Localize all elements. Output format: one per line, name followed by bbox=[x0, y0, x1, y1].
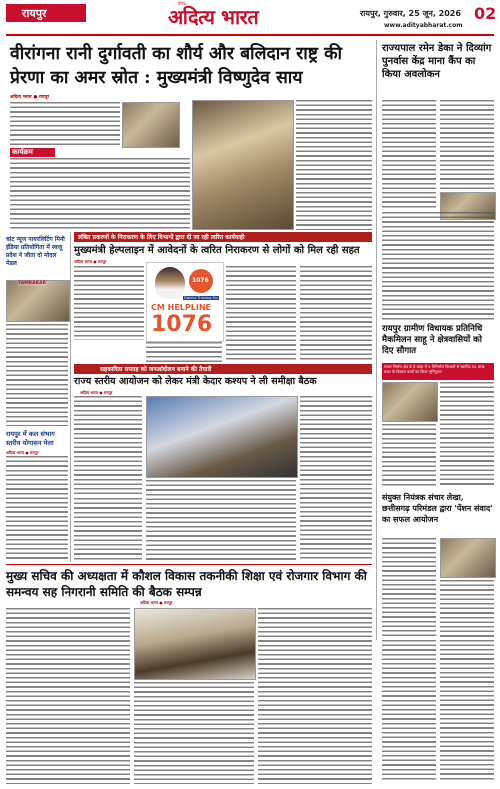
helpline-text bbox=[74, 266, 144, 340]
right-story1-text bbox=[382, 100, 436, 210]
right-story3-text bbox=[382, 640, 436, 780]
cm-portrait bbox=[155, 267, 185, 299]
helpline-ad-title: CM HELPLINE bbox=[151, 303, 211, 312]
left-story2-headline: रायपुर में कल संभाग स्तरीय योगासन मेला bbox=[6, 430, 55, 447]
left-story1-photo bbox=[6, 280, 70, 322]
right-story2-text bbox=[382, 424, 436, 486]
lead-body-text bbox=[10, 158, 190, 230]
right-story3-photo bbox=[440, 538, 496, 578]
right-story2-subhead: मजार निर्माण क्षेत्र के ग्रे प्रदेश में 9 विनिर्माण विश्वारों से स्थापित 52 लाख बजट के विकास कार्यों का किया भूमिपूजन bbox=[384, 364, 485, 374]
bottom-text bbox=[134, 682, 254, 784]
masthead-tagline: दैनिक bbox=[178, 1, 187, 6]
lead-body-text bbox=[10, 102, 120, 146]
masthead-rule bbox=[6, 34, 494, 36]
state-photo bbox=[146, 396, 298, 478]
lead-headline: वीरांगना रानी दुर्गावती का शौर्य और बलिदान राष्ट्र की प्रेरणा का अमर स्रोत : मुख्यमंत्री विष्णुदेव साय bbox=[10, 44, 343, 88]
logo: अदित्य भारत bbox=[168, 5, 259, 29]
helpline-banner: लंबित प्रकरणों के निराकरण के लिए विभागों द्वारा दी जा रही त्वरित कार्यवाही bbox=[78, 234, 245, 241]
bottom-text bbox=[6, 608, 130, 784]
masthead bbox=[0, 0, 500, 40]
section-label-text: कार्यक्रम bbox=[12, 148, 33, 156]
right-column-divider bbox=[376, 40, 377, 640]
state-banner: सहकारिता सप्ताह को जनआंदोलन बनाने की तैयारी bbox=[100, 366, 212, 373]
left-story1-badge: TAMRAKAR bbox=[18, 281, 47, 286]
right-story1-text bbox=[382, 212, 494, 320]
state-text bbox=[74, 498, 142, 560]
bottom-text bbox=[258, 608, 372, 784]
left-story1-text bbox=[6, 324, 68, 426]
cm-helpline-ad bbox=[146, 262, 224, 342]
bottom-headline: मुख्य सचिव की अध्यक्षता में कौशल विकास तकनीकी शिक्षा एवं रोजगार विभाग की समन्वय सह निगरानी समिति की बैठक सम्पन्न bbox=[6, 569, 367, 599]
helpline-text bbox=[300, 266, 372, 362]
right-story2-text bbox=[440, 382, 494, 486]
lead-inset-photo bbox=[122, 102, 180, 148]
lead-byline: अदित्य भारत ● रायपुर bbox=[10, 95, 50, 100]
lead-body-text bbox=[296, 100, 372, 230]
helpline-text bbox=[226, 266, 296, 362]
left-story1-headline: चांट न्यूज पायरलिटिंग मिनी ईंडिया प्रतियोगिता में स्वजू प्रदेश ने जीता दो मोदल मेडल bbox=[6, 236, 65, 267]
bottom-photo bbox=[134, 608, 256, 680]
state-headline: राज्य स्तरीय आयोजन को लेकर मंत्री केदार कश्यप ने ली समीक्षा बैठक bbox=[74, 376, 317, 387]
right-story2-photo bbox=[382, 382, 438, 422]
left-story2-text bbox=[6, 456, 68, 560]
helpline-ad-number: 1076 bbox=[151, 312, 213, 337]
website[interactable]: www.adityabharat.com bbox=[384, 22, 463, 29]
state-text bbox=[146, 480, 296, 560]
helpline-text bbox=[146, 342, 222, 362]
right-story3-headline: संयुक्त नियंत्रक संचार लेखा, छत्तीसगढ़ परिमंडल द्वारा 'पेंशन संवाद' का सफल आयोजन bbox=[382, 492, 493, 524]
state-text bbox=[300, 396, 372, 560]
bottom-rule bbox=[6, 564, 372, 565]
state-text bbox=[74, 396, 142, 496]
helpline-headline: मुख्यमंत्री हेल्पलाइन में आवेदनों के त्वरित निराकरण से लोगों को मिल रही सहत bbox=[74, 245, 360, 256]
helpline-ad-sub: District Training For bbox=[184, 296, 219, 300]
dateline: रायपुर, गुरुवार, 25 जून, 2026 bbox=[360, 9, 461, 18]
right-story2-headline: रायपुर ग्रामीण विधायक प्रतिनिधि मैकमिलन साहू ने क्षेत्रवासियों को दिए सौगात bbox=[382, 324, 483, 356]
lead-main-photo bbox=[192, 100, 294, 230]
left-column-divider bbox=[70, 232, 71, 562]
bottom-byline: अदित्य भारत ● रायपुर bbox=[140, 600, 173, 605]
helpline-byline: अदित्य भारत ● रायपुर bbox=[74, 259, 107, 264]
right-story3-text bbox=[382, 538, 436, 638]
state-byline: अदित्य भारत ● रायपुर bbox=[80, 390, 113, 395]
section-label: रायपुर bbox=[22, 7, 47, 20]
left-story2-byline: अदित्य भारत ● रायपुर bbox=[6, 450, 39, 455]
right-story1-text bbox=[440, 100, 494, 190]
page-number: 02 bbox=[474, 4, 497, 23]
right-story1-headline: राज्यपाल रमेन डेका ने दिव्यांग पुनर्वास केंद्र माना कैंप का किया अवलोकन bbox=[382, 43, 492, 80]
helpline-badge-number: 1076 bbox=[192, 277, 209, 284]
right-story3-text bbox=[440, 580, 494, 780]
